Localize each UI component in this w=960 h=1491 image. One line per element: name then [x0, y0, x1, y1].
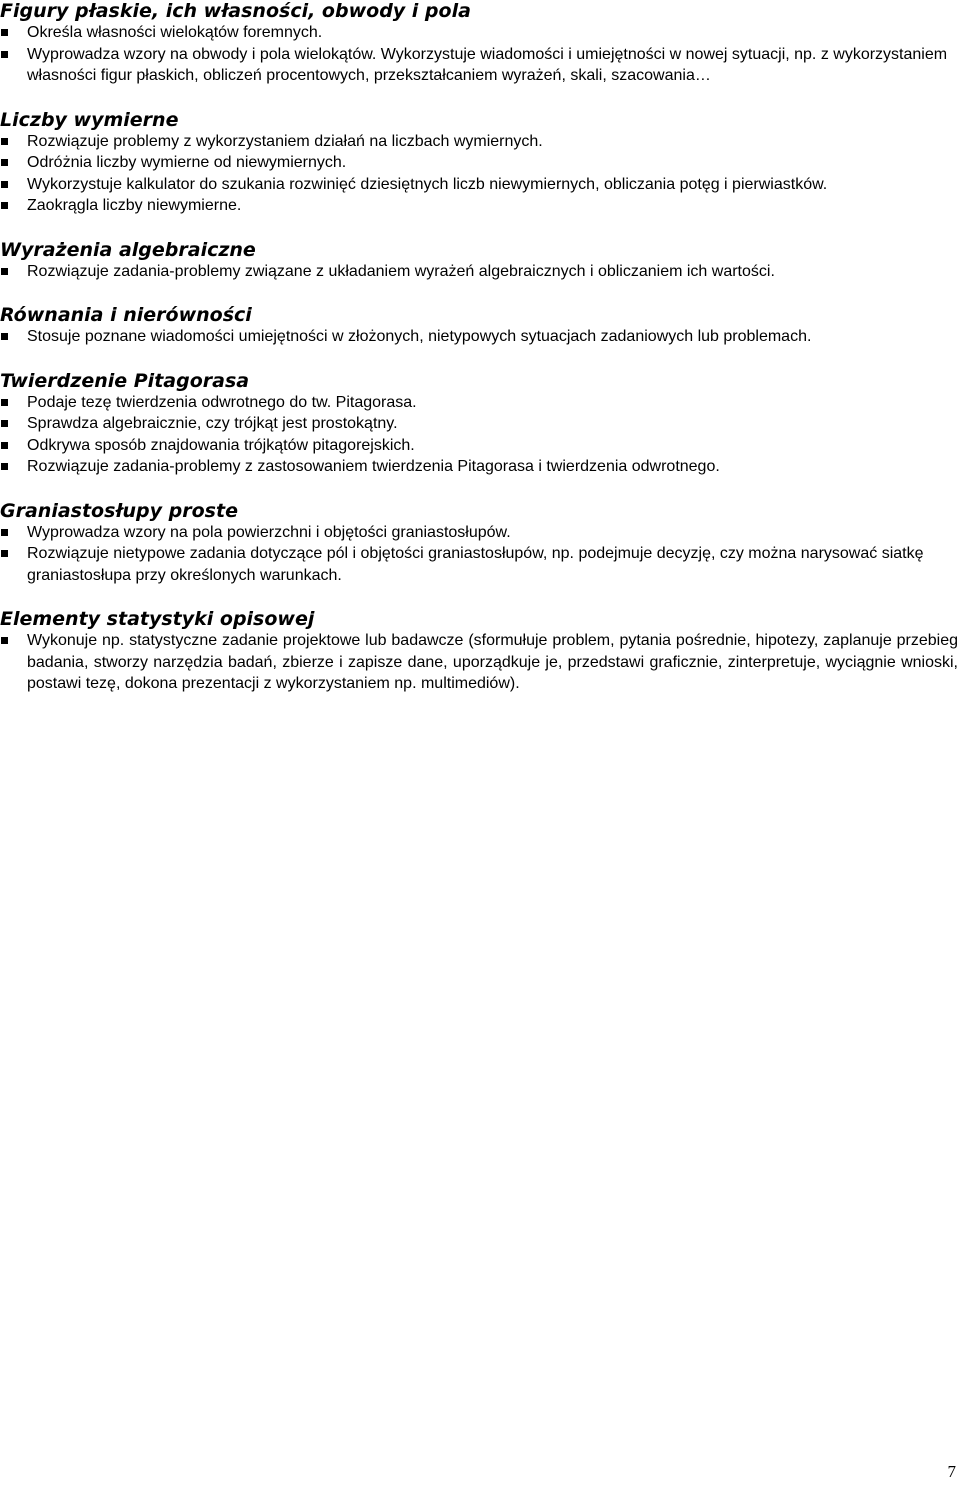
spacer: [0, 478, 958, 500]
bullet-icon: [1, 202, 8, 209]
list-item: [0, 456, 958, 478]
bullet-icon: [1, 29, 8, 36]
section-title: Liczby wymierne: [0, 108, 179, 131]
section-title: Figury płaskie, ich własności, obwody i pola: [0, 0, 471, 22]
list-item-text: Stosuje poznane wiadomości umiejętności w złożonych, nietypowych sytuacjach zadaniowych lub problemach.: [27, 328, 812, 345]
section-title: Twierdzenie Pitagorasa: [0, 369, 250, 392]
list-item: [0, 630, 958, 695]
list-item: [0, 326, 958, 348]
list-item: [0, 152, 958, 174]
list-item-text: Wyprowadza wzory na pola powierzchni i objętości graniastosłupów.: [27, 523, 511, 541]
spacer: [0, 586, 958, 608]
section-graniastoslupy-proste: [0, 500, 958, 587]
spacer: [0, 348, 958, 370]
list-item: [0, 543, 958, 586]
list-item: [0, 522, 958, 544]
spacer: [0, 217, 958, 239]
list-item-text: Odróżnia liczby wymierne od niewymiernych.: [27, 154, 347, 171]
section-title: Graniastosłupy proste: [0, 499, 238, 522]
bullet-icon: [1, 181, 8, 188]
list-item: [0, 195, 958, 217]
section-figury-plaskie: [0, 0, 958, 87]
list-item-text: Rozwiązuje nietypowe zadania dotyczące pól i objętości graniastosłupów, np. podejmuje decyzję, czy można narysować siatkę graniastosłupa przy określonych warunkach.: [27, 545, 924, 584]
list-item: [0, 131, 958, 153]
document-content: [0, 0, 958, 695]
bullet-icon: [1, 637, 8, 644]
list-item: [0, 44, 958, 87]
section-wyrazenia-algebraiczne: [0, 239, 958, 283]
section-twierdzenie-pitagorasa: [0, 370, 958, 478]
list-item-text: Wyprowadza wzory na obwody i pola wielokątów. Wykorzystuje wiadomości i umiejętności w nowej sytuacji, np. z wykorzystaniem własności figur płaskich, obliczeń procentowych, przekształcaniem wyrażeń, skali, szacowania…: [27, 45, 948, 84]
list-item-text: Podaje tezę twierdzenia odwrotnego do tw. Pitagorasa.: [27, 393, 417, 411]
section-title: Elementy statystyki opisowej: [0, 608, 315, 630]
list-item-text: Wykonuje np. statystyczne zadanie projektowe lub badawcze (sformułuje problem, pytania pośrednie, hipotezy, zaplanuje przebieg badania, stworzy narzędzia badań, zbierze i zapisze dane, uporządkuje je, przedstawi graficznie, zinterpretuje, wyciągnie wnioski, postawi tezę, dokona prezentacji z wykorzystaniem np. multimediów).: [27, 632, 958, 692]
bullet-icon: [1, 463, 8, 470]
list-item-text: Zaokrągla liczby niewymierne.: [27, 197, 242, 214]
section-elementy-statystyki: [0, 608, 958, 695]
section-rownania-i-nierownosci: [0, 304, 958, 348]
bullet-icon: [1, 138, 8, 145]
list-item-text: Wykorzystuje kalkulator do szukania rozwinięć dziesiętnych liczb niewymiernych, obliczania potęg i pierwiastków.: [27, 175, 828, 193]
spacer: [0, 282, 958, 304]
bullet-icon: [1, 529, 8, 536]
list-item-text: Rozwiązuje zadania-problemy z zastosowaniem twierdzenia Pitagorasa i twierdzenia odwrotnego.: [27, 458, 720, 475]
section-title: Wyrażenia algebraiczne: [0, 238, 256, 261]
bullet-icon: [1, 159, 8, 166]
bullet-icon: [1, 420, 8, 427]
list-item-text: Sprawdza algebraicznie, czy trójkąt jest prostokątny.: [27, 415, 398, 432]
list-item: [0, 174, 958, 196]
list-item-text: Odkrywa sposób znajdowania trójkątów pitagorejskich.: [27, 436, 415, 454]
bullet-icon: [1, 550, 8, 557]
list-item-text: Rozwiązuje zadania-problemy związane z układaniem wyrażeń algebraicznych i obliczaniem ich wartości.: [27, 262, 775, 280]
bullet-icon: [1, 399, 8, 406]
section-liczby-wymierne: [0, 109, 958, 217]
spacer: [0, 87, 958, 109]
bullet-icon: [1, 442, 8, 449]
list-item: [0, 392, 958, 414]
bullet-icon: [1, 268, 8, 275]
list-item-text: Rozwiązuje problemy z wykorzystaniem działań na liczbach wymiernych.: [27, 132, 543, 150]
list-item: [0, 22, 958, 44]
bullet-icon: [1, 51, 8, 58]
page-number: 7: [947, 1462, 956, 1481]
list-item-text: Określa własności wielokątów foremnych.: [27, 24, 323, 41]
bullet-icon: [1, 333, 8, 340]
list-item: [0, 261, 958, 283]
section-title: Równania i nierówności: [0, 304, 252, 326]
list-item: [0, 413, 958, 435]
list-item: [0, 435, 958, 457]
